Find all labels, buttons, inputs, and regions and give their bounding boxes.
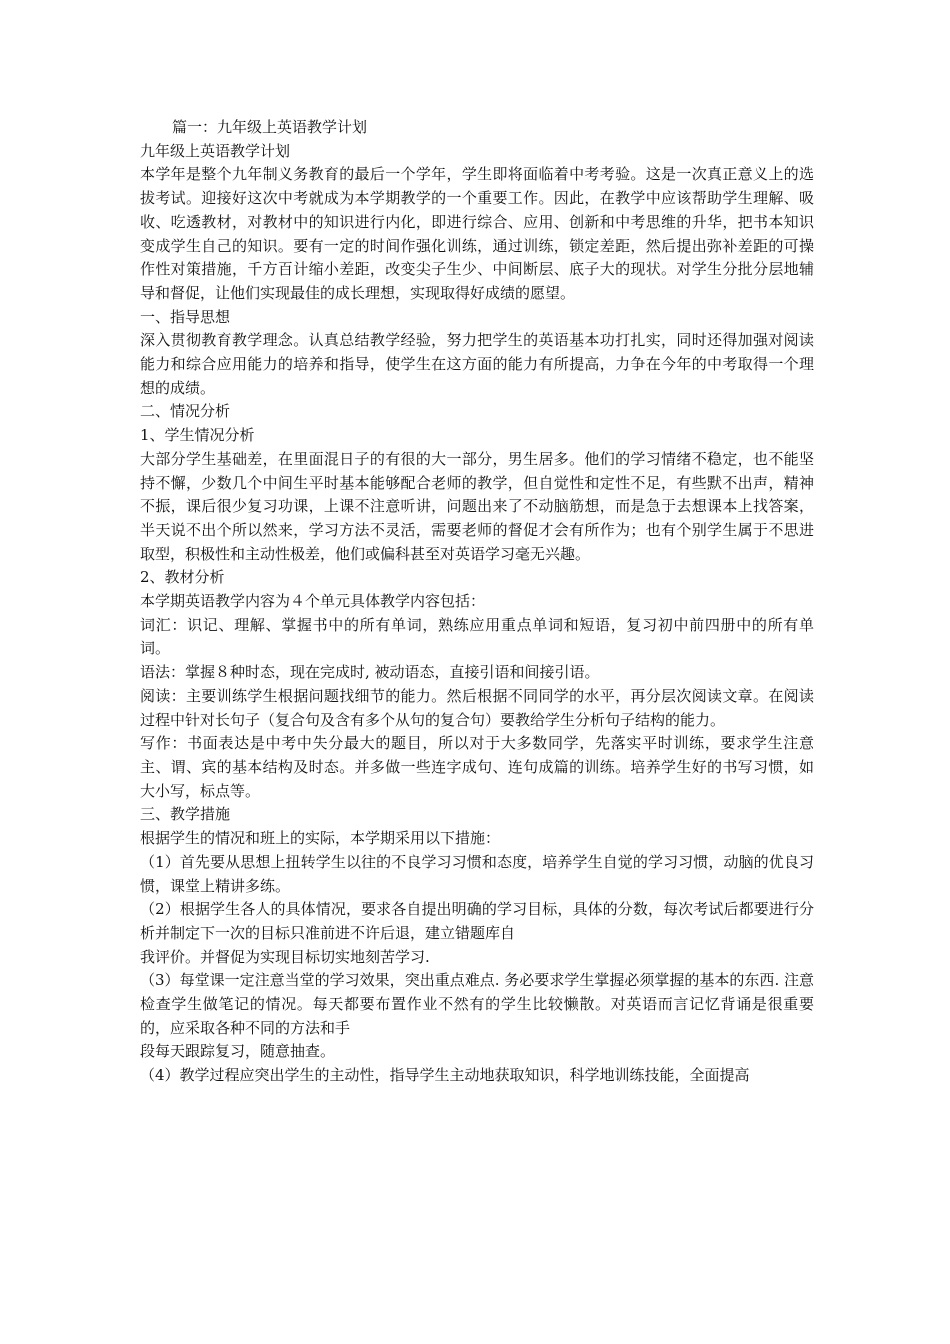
document-page (140, 116, 814, 1088)
textbook-content-line: 本学期英语教学内容为４个单元具体教学内容包括： (140, 592, 486, 611)
measure-4-paragraph: （4）教学过程应突出学生的主动性，指导学生主动地获取知识，科学地训练技能，全面提高 (140, 1066, 750, 1085)
measure-2-continued: 我评价。并督促为实现目标切实地刻苦学习. (140, 947, 430, 966)
document-title: 九年级上英语教学计划 (140, 141, 291, 160)
section-heading-teaching-measures: 三、教学措施 (140, 805, 231, 824)
measures-intro-line: 根据学生的情况和班上的实际，本学期采用以下措施： (140, 829, 501, 848)
measure-1-paragraph: （1）首先要从思想上扭转学生以往的不良学习习惯和态度，培养学生自觉的学习习惯，动脑的优良习惯，课堂上精讲多练。 (140, 852, 814, 895)
subheading-student-analysis: 1、学生情况分析 (140, 426, 255, 445)
guiding-ideology-paragraph: 深入贯彻教育教学理念。认真总结教学经验，努力把学生的英语基本功打扎实，同时还得加强对阅读能力和综合应用能力的培养和指导，使学生在这方面的能力有所提高，力争在今年的中考取得一个理想的成绩。 (140, 331, 814, 397)
measure-3-continued: 段每天跟踪复习，随意抽查。 (140, 1042, 336, 1061)
measure-2-paragraph: （2）根据学生各人的具体情况，要求各自提出明确的学习目标，具体的分数，每次考试后都要进行分析并制定下一次的目标只准前进不许后退，建立错题库自 (140, 900, 814, 942)
subheading-textbook-analysis: 2、教材分析 (140, 568, 225, 587)
section-heading-situation-analysis: 二、情况分析 (140, 402, 231, 421)
document-heading: 篇一：九年级上英语教学计划 (172, 118, 368, 136)
vocabulary-paragraph: 词汇：识记、理解、掌握书中的所有单词，熟练应用重点单词和短语，复习初中前四册中的所有单词。 (140, 615, 814, 658)
intro-paragraph: 本学年是整个九年制义务教育的最后一个学年，学生即将面临着中考考验。这是一次真正意义上的选拔考试。迎接好这次中考就成为本学期教学的一个重要工作。因此，在教学中应该帮助学生理解、吸收、吃透教材，对教材中的知识进行内化，即进行综合、应用、创新和中考思维的升华，把书本知识变成学生自己的知识。要有一定的时间作强化训练，通过训练，锁定差距，然后提出弥补差距的可操作性对策措施，千方百计缩小差距，改变尖子生少、中间断层、底子大的现状。对学生分批分层地辅导和督促，让他们实现最佳的成长理想，实现取得好成绩的愿望。 (140, 165, 814, 302)
reading-paragraph: 阅读：主要训练学生根据问题找细节的能力。然后根据不同同学的水平，再分层次阅读文章。在阅读过程中针对长句子（复合句及含有多个从句的复合句）要教给学生分析句子结构的能力。 (140, 686, 814, 729)
grammar-paragraph: 语法：掌握８种时态，现在完成时, 被动语态，直接引语和间接引语。 (140, 663, 600, 682)
section-heading-guiding-ideology: 一、指导思想 (140, 307, 231, 326)
measure-3-paragraph: （3）每堂课一定注意当堂的学习效果，突出重点难点. 务必要求学生掌握必须掌握的基本的东西. 注意检查学生做笔记的情况。每天都要布置作业不然有的学生比较懒散。对英语而言记忆背诵是很重要的，应采取各种不同的方法和手 (140, 971, 814, 1037)
writing-paragraph: 写作：书面表达是中考中失分最大的题目，所以对于大多数同学，先落实平时训练，要求学生注意主、谓、宾的基本结构及时态。并多做一些连字成句、连句成篇的训练。培养学生好的书写习惯，如大小写，标点等。 (140, 734, 814, 800)
student-analysis-paragraph: 大部分学生基础差，在里面混日子的有很的大一部分，男生居多。他们的学习情绪不稳定，也不能坚持不懈，少数几个中间生平时基本能够配合老师的教学，但自觉性和定性不足，有些默不出声，精神不振，课后很少复习功课，上课不注意听讲，问题出来了不动脑筋想，而是急于去想课本上找答案，半天说不出个所以然来，学习方法不灵活，需要老师的督促才会有所作为；也有个别学生属于不思进取型，积极性和主动性极差，他们或偏科甚至对英语学习毫无兴趣。 (140, 449, 814, 563)
